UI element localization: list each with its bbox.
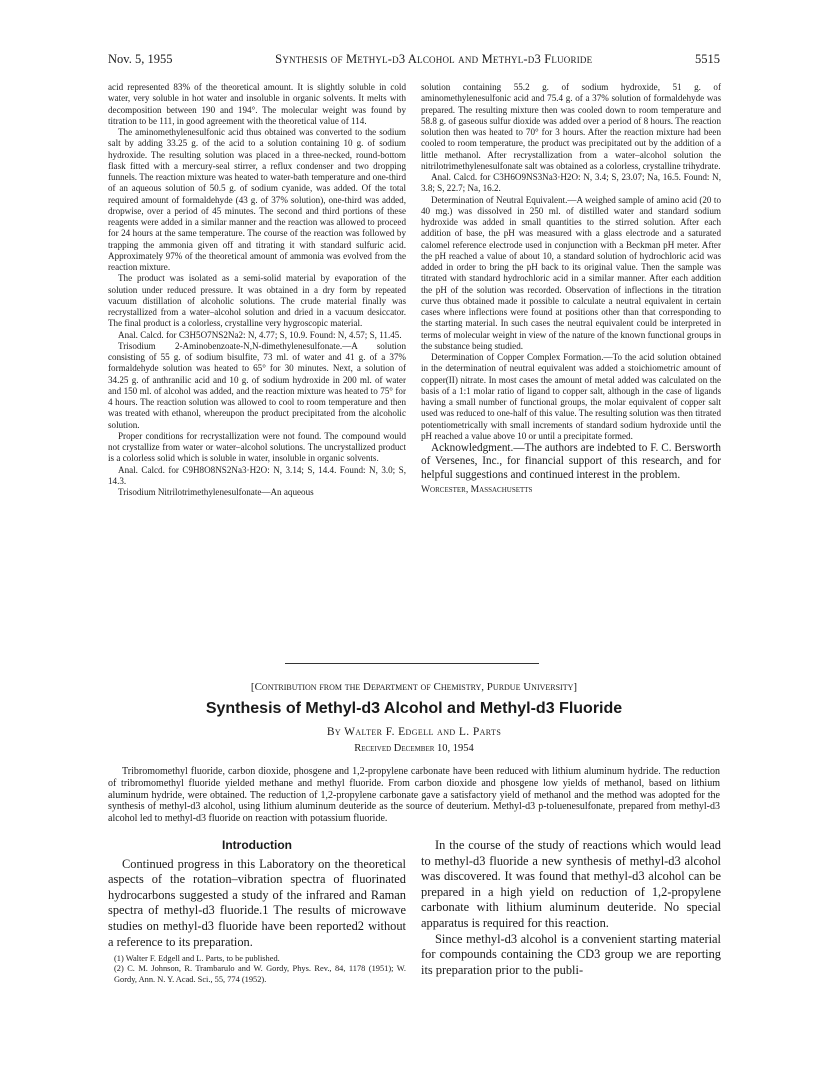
- paragraph: acid represented 83% of the theoretical amount. It is slightly soluble in cold water, very soluble in hot water and insoluble in organic solvents. It melts with decomposition between 190 and 194°. The molecular weight was found by titration to be 111, in good agreement with the theoretical value of 114.: [108, 82, 406, 126]
- header-title: Synthesis of Methyl-d3 Alcohol and Methyl-d3 Fluoride: [275, 52, 593, 66]
- footnotes: [108, 954, 406, 985]
- section-heading: Introduction: [222, 838, 292, 852]
- paragraph: In the course of the study of reactions which would lead to methyl-d3 fluoride a new synthesis of methyl-d3 alcohol was discovered. It was found that methyl-d3 alcohol can be prepared in a high yield on reduction of 1,2-propylene carbonate with lithium aluminum deuteride. No special apparatus is required for this reaction.: [421, 838, 721, 930]
- contribution-line: [Contribution from the Department of Chemistry, Purdue University]: [250, 681, 578, 693]
- footnote: (2) C. M. Johnson, R. Trambarulo and W. Gordy, Phys. Rev., 84, 1178 (1951); W. Gordy, Ann. N. Y. Acad. Sci., 55, 774 (1952).: [114, 964, 406, 984]
- authors: By Walter F. Edgell and L. Parts: [326, 726, 502, 738]
- paragraph: The product was isolated as a semi-solid material by evaporation of the solution under reduced pressure. It was obtained in a dry form by repeated vacuum distillation of alcoholic solutions. The crude material finally was recrystallized from a water–alcohol solution and dried in a vacuum desiccator. The final product is a colorless, crystalline very hygroscopic material.: [108, 273, 406, 329]
- paragraph: Continued progress in this Laboratory on the theoretical aspects of the rotation–vibration spectra of fluorinated hydrocarbons suggested a study of the infrared and Raman spectra of methyl-d3 fluoride.1 The results of microwave studies on methyl-d3 fluoride have been reported2 without a reference to its preparation.: [108, 856, 406, 949]
- analysis-line: Anal. Calcd. for C3H5O7NS2Na2: N, 4.77; S, 10.9. Found: N, 4.57; S, 11.45.: [118, 329, 402, 340]
- header-date: Nov. 5, 1955: [108, 52, 173, 66]
- divider: [285, 663, 539, 664]
- running-header: [108, 52, 720, 67]
- paragraph: Determination of Copper Complex Formation.—To the acid solution obtained in the determination of neutral equivalent was added a stoichiometric amount of copper(II) nitrate. In most cases the amount of metal added was calculated on the basis of a 1:1 molar ratio of ligand to copper salt, although in the case of ligands having a small number of functional groups, the molar equivalent of copper salt used was reduced to one-half of this value. The resulting solution was then titrated potentiometrically with small increments of standard sodium hydroxide until the pH reached a value above 10 or until a precipitate formed.: [421, 352, 721, 441]
- location: Worcester, Massachusetts: [421, 484, 533, 496]
- paragraph: Determination of Neutral Equivalent.—A weighed sample of amino acid (20 to 40 mg.) was dissolved in 250 ml. of distilled water and standard sodium hydroxide was added in small quantities to the stirred solution. After each addition of base, the pH was measured with a glass electrode and a saturated calomel reference electrode used in conjunction with a Beckman pH meter. After the pH reached a value of about 10, a standard solution of hydrochloric acid was added in order to bring the pH back to its original value. Then the sample was titrated with standard hydrochloric acid in a similar manner. After each addition the pH of the solution was recorded. Observation of inflections in the titration curve thus obtained made it possible to calculate a neutral equivalent in certain cases where inflections were found at positions other than that corresponding to the starting material. In such cases the neutral equivalent could be interpreted in terms of molecular weight in view of the nature of the known functional groups in the substance being studied.: [421, 194, 721, 351]
- paragraph: solution containing 55.2 g. of sodium hydroxide, 51 g. of aminomethylenesulfonic acid and 75.4 g. of a 37% solution of formaldehyde was prepared. The resulting mixture then was cooled down to room temperature and 58.8 g. of gaseous sulfur dioxide was added over a period of 8 hours. The reaction solution then was heated to 70° for 3 hours. After the reaction mixture had been cooled to room temperature, the product was precipitated out by the addition of a little methanol. After recrystallization from a water–alcohol solution the nitrilotrimethylenesulfonate salt was obtained as a colorless, crystalline trihydrate.: [421, 82, 721, 171]
- article-title: Synthesis of Methyl-d3 Alcohol and Methyl-d3 Fluoride: [205, 700, 623, 717]
- acknowledgment: Acknowledgment.—The authors are indebted to F. C. Bersworth of Versenes, Inc., for financial support of this research, and for helpful suggestions and continued interest in the problem.: [421, 442, 721, 481]
- paragraph: Since methyl-d3 alcohol is a convenient starting material for compounds containing the CD3 group we are reporting its preparation prior to the publi-: [421, 931, 721, 977]
- right-column-top: [421, 82, 721, 495]
- right-column-bottom: [421, 838, 721, 978]
- left-column-top: [108, 82, 406, 498]
- paragraph: Proper conditions for recrystallization were not found. The compound would not crystallize from water or water–alcohol solutions. The uncrystallized product is a colorless solid which is soluble in water, insoluble in organic solvents.: [108, 430, 406, 464]
- analysis-line: Anal. Calcd. for C9H8O8NS2Na3·H2O: N, 3.14; S, 14.4. Found: N, 3.0; S, 14.3.: [108, 464, 406, 486]
- paragraph: Trisodium 2-Aminobenzoate-N,N-dimethylenesulfonate.—A solution consisting of 55 g. of sodium bisulfite, 73 ml. of water and 41 g. of a 37% formaldehyde solution was heated to 65° for 30 minutes. Next, a solution of 34.25 g. of anthranilic acid and 10 g. of sodium hydroxide in 200 ml. of water and 150 ml. of alcohol was added, and the reaction mixture was heated to 75° for 4 hours. The reaction solution was allowed to cool to room temperature and then was treated with ethanol, whereupon the product precipitated from the alcoholic solution.: [108, 340, 406, 430]
- abstract: [108, 766, 720, 825]
- paragraph: Trisodium Nitrilotrimethylenesulfonate—An aqueous: [118, 487, 314, 497]
- footnote: (1) Walter F. Edgell and L. Parts, to be published.: [114, 954, 280, 964]
- analysis-line: Anal. Calcd. for C3H6O9NS3Na3·H2O: N, 3.4; S, 23.07; Na, 16.5. Found: N, 3.8; S, 22.7; Na, 16.2.: [421, 172, 721, 194]
- paragraph: The aminomethylenesulfonic acid thus obtained was converted to the sodium salt by adding 33.25 g. of the acid to a solution containing 10 g. of sodium hydroxide. The resulting solution was placed in a three-necked, round-bottom flask fitted with a mercury-seal stirrer, a reflux condenser and two dropping funnels. The reaction mixture was heated to water-bath temperature and one-third of an aqueous solution of 50.5 g. of sodium cyanide, was added. Of the total required amount of formaldehyde (43 g. of 37% solution), one-third was added, dropwise, over a period of 45 minutes. The second and third portions of these reagents were added in a similar manner and the reaction was allowed to proceed for 24 hours at the same temperature. The course of the reaction was followed by trapping the ammonia given off and titrating it with standard sulfuric acid. Approximately 97% of the theoretical amount of ammonia was evolved from the reaction mixture.: [108, 127, 406, 272]
- abstract-text: Tribromomethyl fluoride, carbon dioxide, phosgene and 1,2-propylene carbonate have been reduced with lithium aluminum hydride. The reduction of tribromomethyl fluoride yielded methane and methyl fluoride. From carbon dioxide and phosgene low yields of methanol, based on lithium aluminum hydride, were obtained. The reduction of 1,2-propylene carbonate gave a satisfactory yield of methanol and the method was adopted for the synthesis of methyl-d3 alcohol, using lithium aluminum deuteride as the source of deuterium. Methyl-d3 p-toluenesulfonate, prepared from methyl-d3 alcohol led to methyl-d3 fluoride on reaction with potassium fluoride.: [108, 766, 720, 825]
- received-date: Received December 10, 1954: [354, 743, 474, 754]
- page-number: 5515: [695, 52, 720, 66]
- left-column-bottom: [108, 838, 406, 985]
